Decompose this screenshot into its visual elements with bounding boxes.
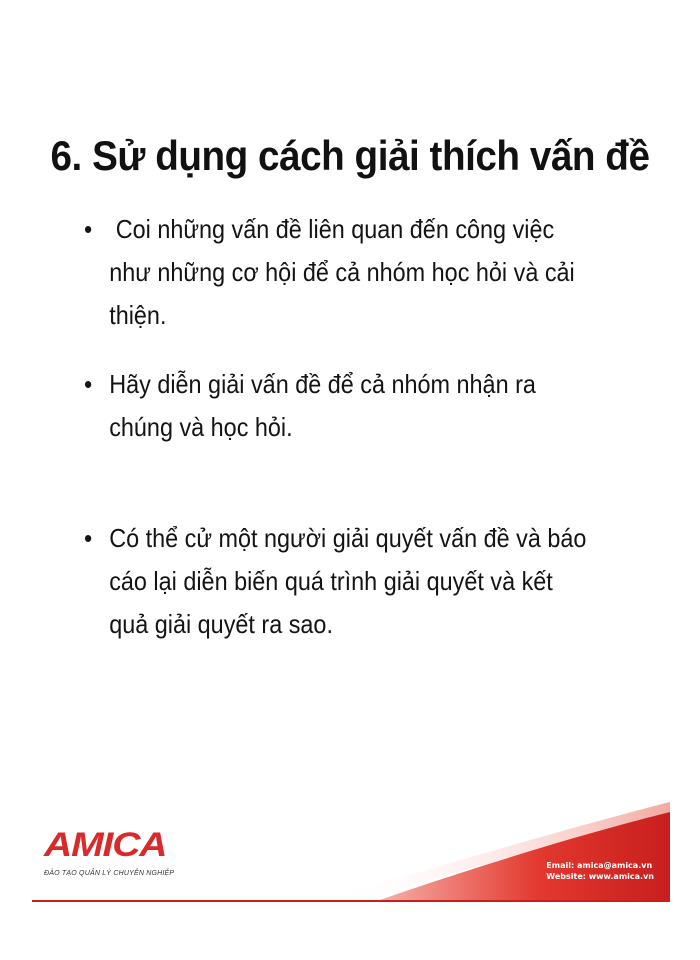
contact-email: Email: amica@amica.vn — [546, 861, 653, 870]
bullet-item — [84, 517, 588, 646]
logo-tagline: ĐÀO TẠO QUẢN LÝ CHUYÊN NGHIỆP — [44, 870, 175, 877]
bullet-item — [84, 363, 588, 449]
bullet-text: Có thể cử một người giải quyết vấn đề và báo cáo lại diễn biến quá trình giải quyết và kết quả giải quyết ra sao. — [109, 523, 587, 639]
amica-logo: AMICA — [44, 826, 167, 864]
contact-website: Website: www.amica.vn — [546, 872, 654, 881]
bullet-dot: • — [84, 214, 93, 244]
slide-title: 6. Sử dụng cách giải thích vấn đề — [50, 132, 650, 179]
bullet-item — [84, 208, 588, 337]
contact-block — [546, 860, 654, 882]
bullet-dot: • — [84, 369, 93, 399]
bullet-text: Hãy diễn giải vấn đề để cả nhóm nhận ra chúng và học hỏi. — [109, 369, 536, 442]
bullet-dot: • — [84, 523, 93, 553]
bullet-text: Coi những vấn đề liên quan đến công việc như những cơ hội để cả nhóm học hỏi và cải thiện. — [109, 214, 582, 330]
